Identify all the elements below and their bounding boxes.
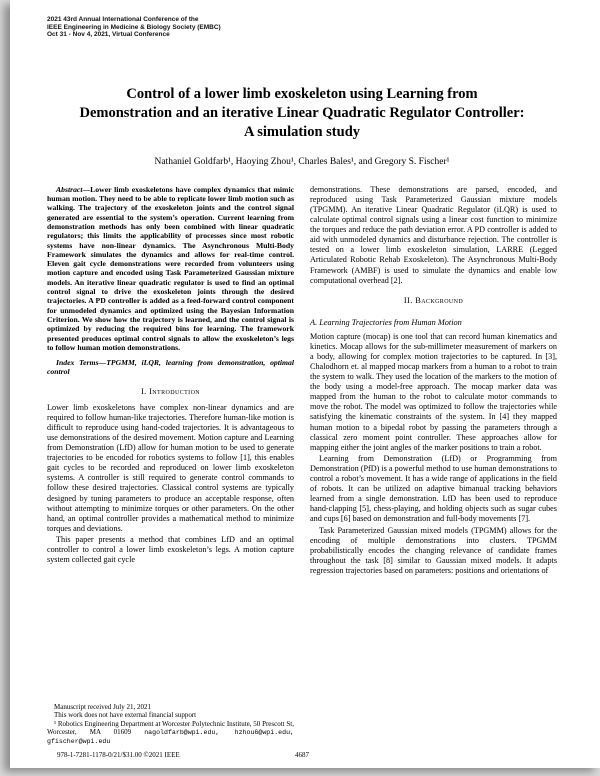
page-number: 4687 [295, 751, 309, 759]
subsection-heading-learning-trajectories: A. Learning Trajectories from Human Motion [310, 317, 462, 327]
paper-title-line-3: A simulation study [243, 123, 361, 140]
right-column [310, 185, 557, 747]
conference-header-line-1: 2021 43rd Annual International Conference of the [47, 16, 199, 23]
intro-paragraph-2: This paper presents a method that combines LfD and an optimal controller to control a lower limb exoskeleton’s legs. A motion capture system collected gait cycle [47, 534, 294, 565]
footnote-affiliation-emails: nagoldfarb@wpi.edu, hzhou6@wpi.edu, gfischer@wpi.edu [47, 728, 294, 746]
footnote-block [47, 703, 294, 747]
conference-header [47, 16, 557, 39]
footnote-funding: This work does not have external financial support [54, 711, 197, 720]
index-terms-text: TPGMM, iLQR, learning from demonstration, optimal control [47, 358, 294, 377]
footnote-affiliation [47, 720, 294, 747]
page-footer [47, 749, 557, 759]
paper-title-line-2: Demonstration and an iterative Linear Quadratic Regulator Controller: [79, 104, 525, 121]
footnote-affiliation-text: ¹ Robotics Engineering Department at Worcester Polytechnic Institute, 50 Prescott St, Worcester, MA 01609 [47, 719, 294, 736]
abstract-label: Abstract— [56, 184, 91, 194]
footnote-manuscript-received: Manuscript received July 21, 2021 [54, 702, 152, 711]
intro-paragraph-1: Lower limb exoskeletons have complex non-linear dynamics and are required to follow human-like trajectories. Therefore human-like motion is difficult to reproduce using hand-coded trajectories. It is advantageous to use demonstrations of the desired movement. Motion capture and Learning from Demonstration (LfD) allow for human motion to be used to generate trajectories to be encoded for robotics systems to follow [1], this enables gait cycles to be recorded and reproduced on lower limb exoskeleton systems. A controller is still required to generate control commands to follow these desired trajectories. Classical control systems are typically designed by tuning parameters to produce an acceptable response, often without attempting to minimize torques or other parameters. On the other hand, an optimal controller provides a mathematical method to minimize torques and deviations. [47, 402, 294, 533]
paper-page [10, 0, 600, 768]
section-heading-introduction: I. Introduction [140, 386, 201, 396]
section-heading-background: II. Background [403, 295, 464, 305]
left-column [47, 185, 294, 747]
conference-header-line-3: Oct 31 - Nov 4, 2021, Virtual Conference [47, 31, 170, 39]
right-paragraph-1: demonstrations. These demonstrations are parsed, encoded, and reproduced using Task Parameterized Gaussian mixture models (TPGMM). An iterative Linear Quadratic Regulator (iLQR) is used to calculate optimal control signals using a linear cost function to minimize the torques and reduce the path deviation error. A PD controller is added to aid with unmodeled dynamics and disturbance rejection. The controller is tested on a lower limb exoskeleton simulation, LARRE (Legged Articulated Robotic Rehab Exoskeleton). The Asynchronous Multi-Body Framework (AMBF) is used to simulate the dynamics and enable low computational overhead [2]. [310, 184, 557, 285]
authors-line: Nathaniel Goldfarb¹, Haoying Zhou¹, Charles Bales¹, and Gregory S. Fischer¹ [154, 156, 450, 167]
abstract-paragraph [47, 185, 294, 352]
conference-header-line-2: IEEE Engineering in Medicine & Biology Society (EMBC) [47, 23, 221, 31]
two-column-body [47, 185, 557, 747]
copyright-notice: 978-1-7281-1178-0/21/$31.00 ©2021 IEEE [57, 751, 180, 759]
paper-title-line-1: Control of a lower limb exoskeleton using Learning from [126, 85, 478, 102]
background-paragraph-2: Learning from Demonstration (LfD) or Programming from Demonstration (PfD) is a powerful method to use human demonstrations to control a robot’s movement. It has a wide range of applications in the field of robots. It can be utilized on adaptive bimanual tracking behaviors learned from a single demonstration. LfD has been used to reproduce hand-clapping [5], chess-playing, and holding objects such as sugar cubes and cups [6] based on demonstration and full-body movements [7]. [310, 453, 557, 524]
background-paragraph-3: Task Parameterized Gaussian mixed models (TPGMM) allows for the encoding of multiple demonstrations into clusters. TPGMM probabilistically encodes the changing relevance of candidate frames throughout the task [8] similar to Gaussian mixed models. It adapts regression trajectories based on parameters: positions and orientations of [310, 525, 557, 575]
paper-title [49, 85, 555, 142]
index-terms-label: Index Terms— [56, 358, 107, 368]
index-terms-paragraph [47, 358, 294, 377]
abstract-text: Lower limb exoskeletons have complex dynamics that mimic human motion. They need to be able to replicate lower limb motion such as walking. The trajectory of the exoskeleton joints and the control signal generated are essential to the system’s operation. Current learning from demonstration methods has only been combined with linear quadratic regulators; this limits the applicability of processes since most robotic systems have non-linear dynamics. The Asynchronous Multi-Body Framework simulates the dynamics and allows for real-time control. Eleven gait cycle demonstrations were recorded from volunteers using motion capture and encoded using Task Parameterized Gaussian mixture models. An iterative linear quadratic regulator is used to find an optimal control signal to drive the exoskeleton joints through the desired trajectories. A PD controller is added as a feed-forward control component for unmodeled dynamics and optimized using the Bayesian Information Criterion. We show how the trajectory is learned, and the control signal is optimized by reducing the required bins for learning. The framework presented produces optimal control signals to allow the exoskeleton’s legs to follow human motion demonstrations. [47, 184, 294, 352]
background-paragraph-1: Motion capture (mocap) is one tool that can record human kinematics and kinetics. Mocap allows for the sub-millimeter measurement of markers on a body, allowing for complex motion trajectories to be captured. In [3], Chalodhorn et. al mapped mocap markers from a human to a robot to train the system to walk. They used the location of the markers to the motion of the body using a model-free approach. The mocap marker data was mapped from the human to the robot to calculate motor commands to move the robot. The model was optimized to follow the trajectories while satisfying the kinematic constraints of the system. In [4] they mapped human motion to a bipedal robot by passing the parameters through a classical zero moment point controller. These approaches allow for mapping either the joint angles of the marker positions to train a robot. [310, 331, 557, 452]
